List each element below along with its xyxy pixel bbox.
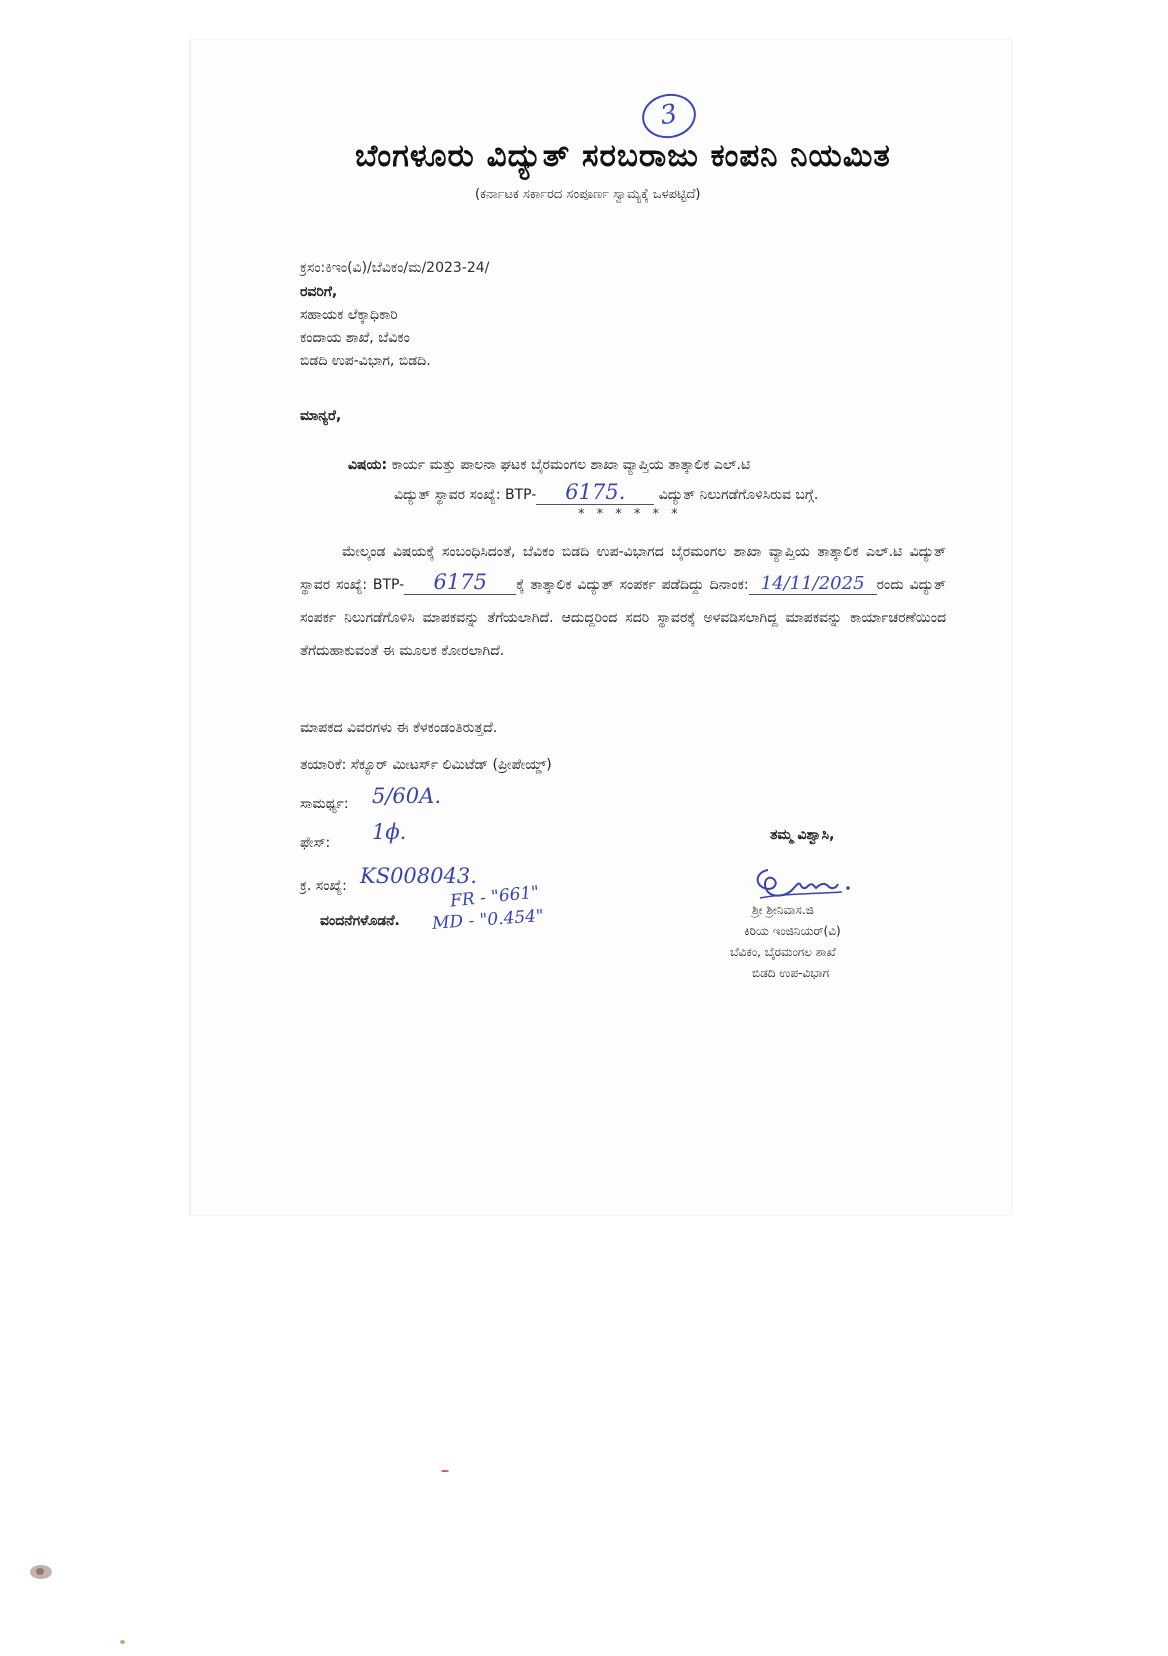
meter-serial-label: ಕ್ರ. ಸಂಖ್ಯೆ:: [300, 878, 347, 894]
subject-installation-field: [536, 480, 654, 505]
recipient-to: ರವರಿಗೆ,: [300, 284, 338, 300]
subject-installation-number: 6175.: [565, 480, 626, 504]
signatory-designation: ಕಿರಿಯ ಇಂಜಿನಿಯರ್(ವಿ): [744, 924, 841, 938]
closing-line: ವಂದನೆಗಳೊಡನೆ.: [320, 913, 400, 929]
subject-line-2: [348, 480, 946, 510]
subject-text-2-prefix: ವಿದ್ಯುತ್ ಸ್ಥಾವರ ಸಂಖ್ಯೆ: BTP-: [394, 487, 537, 503]
subject-line-1: [348, 450, 946, 480]
handwritten-signature: [750, 858, 860, 906]
subject-text-2-suffix: ವಿದ್ಯುತ್ ನಿಲುಗಡೆಗೊಳಿಸಿರುವ ಬಗ್ಗೆ.: [658, 487, 819, 503]
subject-label: ವಿಷಯ:: [348, 457, 388, 473]
body-part-2: ಕ್ಕೆ ತಾತ್ಕಾಲಿಕ ವಿದ್ಯುತ್ ಸಂಪರ್ಕ ಪಡೆದಿದ್ದು ದಿನಾಂಕ:: [516, 577, 749, 593]
subject-separator: * * * * * *: [578, 507, 682, 522]
body-date-field: [749, 575, 877, 595]
scan-speck: [36, 1568, 44, 1575]
body-installation-field: [404, 570, 516, 595]
body-date: 14/11/2025: [760, 573, 865, 594]
scan-speck: [120, 1640, 125, 1644]
subject-text-1: ಕಾರ್ಯ ಮತ್ತು ಪಾಲನಾ ಘಟಕ ಬೈರಮಂಗಲ ಶಾಖಾ ವ್ಯಾಪ್ತಿಯ ತಾತ್ಕಾಲಿಕ ಎಲ್.ಟಿ: [391, 457, 751, 473]
recipient-line-2: ಕಂದಾಯ ಶಾಖೆ, ಬೆವಿಕಂ: [300, 330, 410, 346]
handwritten-page-number: 3: [639, 90, 700, 143]
recipient-line-1: ಸಹಾಯಕ ಲೆಕ್ಕಾಧಿಕಾರಿ: [300, 307, 398, 323]
letterhead-title: ಬೆಂಗಳೂರು ವಿದ್ಯುತ್ ಸರಬರಾಜು ಕಂಪನಿ ನಿಯಮಿತ: [355, 138, 891, 174]
letterhead-subtitle: (ಕರ್ನಾಟಕ ಸರ್ಕಾರದ ಸಂಪೂರ್ಣ ಸ್ವಾಮ್ಯಕ್ಕೆ ಒಳಪಟ್ಟಿದೆ): [475, 187, 701, 202]
meter-make-row: [300, 757, 552, 773]
subject-block: [348, 450, 946, 510]
signatory-subdivision: ಬಿಡದಿ ಉಪ-ವಿಭಾಗ: [752, 966, 830, 980]
scan-speck: [441, 1470, 449, 1472]
meter-fr-reading: FR - "661": [449, 882, 541, 912]
body-installation-number: 6175: [433, 570, 487, 594]
meter-serial-value: KS008043.: [360, 864, 477, 888]
signatory-name: ಶ್ರೀ ಶ್ರೀನಿವಾಸ.ಜಿ: [752, 903, 814, 917]
body-paragraph: [300, 536, 946, 668]
meter-md-reading: MD - "0.454": [431, 906, 545, 934]
meter-capacity-value: 5/60A.: [372, 784, 441, 808]
meter-phase-label: ಫೇಸ್:: [300, 835, 331, 851]
signature-heading: ತಮ್ಮ ವಿಶ್ವಾಸಿ,: [770, 827, 835, 843]
salutation: ಮಾನ್ಯರೆ,: [300, 408, 342, 424]
reference-number: ಕ್ರಸಂ:ಕಿಇಂ(ವಿ)/ಬೆವಿಕಂ/ಮ/2023-24/: [300, 260, 490, 276]
meter-make-label: ತಯಾರಿಕೆ:: [300, 757, 347, 773]
meter-details-intro: ಮಾಪಕದ ವಿವರಗಳು ಈ ಕೆಳಕಂಡಂತಿರುತ್ತದೆ.: [300, 720, 498, 736]
body-part-3: ರಂದು ವಿದ್ಯುತ್ ಸಂಪರ್ಕ ನಿಲುಗಡೆಗೊಳಿಸಿ ಮಾಪಕವನ್ನು ತೆಗೆಯಲಾಗಿದೆ. ಆದುದ್ದರಿಂದ ಸದರಿ ಸ್ಥಾವರಕ್ಕೆ ಅಳವಡಿಸಲಾಗಿದ್ದ ಮಾಪಕವನ್ನು ಕಾರ್ಯಾಚರಣೆಯಿಂದ ತೆಗೆದುಹಾಕುವಂತೆ ಈ ಮೂಲಕ ಕೋರಲಾಗಿದೆ.: [300, 577, 947, 659]
meter-make-value: ಸೆಕ್ಯೂರ್ ಮೀಟರ್ಸ್ ಲಿಮಿಟೆಡ್ (ಪ್ರೀಪೇಯ್ಡ್): [350, 757, 552, 773]
meter-phase-value: 1ϕ.: [372, 820, 407, 844]
body-part-1: ಮೇಲ್ಕಂಡ ವಿಷಯಕ್ಕೆ ಸಂಬಂಧಿಸಿದಂತೆ, ಬೆವಿಕಂ ಬಿಡದಿ ಉಪ-ವಿಭಾಗದ ಬೈರಮಂಗಲ ಶಾಖಾ ವ್ಯಾಪ್ತಿಯ ತಾತ್ಕಾಲಿಕ ಎಲ್.ಟಿ ವಿದ್ಯುತ್ ಸ್ಥಾವರ ಸಂಖ್ಯೆ: BTP-: [300, 544, 946, 593]
signatory-office: ಬೆವಿಕಂ, ಬೈರಮಂಗಲ ಶಾಖೆ: [730, 945, 836, 959]
recipient-line-3: ಬಿಡದಿ ಉಪ-ವಿಭಾಗ, ಬಿಡದಿ.: [300, 353, 431, 369]
meter-capacity-label: ಸಾಮರ್ಥ್ಯ:: [300, 796, 349, 812]
